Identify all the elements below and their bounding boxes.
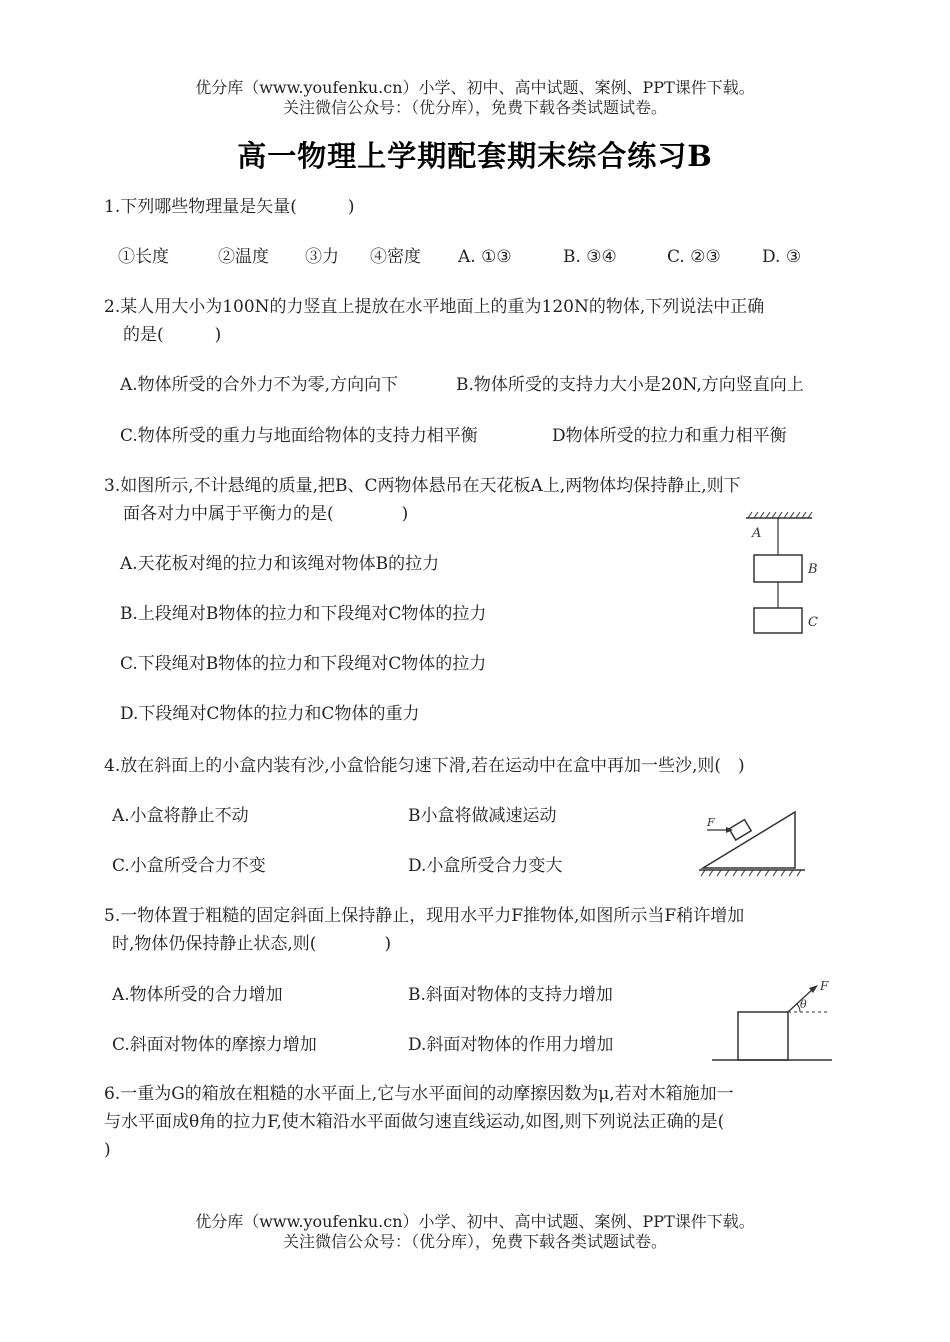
q4-option-b: B小盒将做减速运动 [408, 806, 557, 826]
block-b [754, 555, 802, 582]
box [738, 1012, 788, 1060]
label-a: A [752, 526, 762, 541]
q2-stem-line-1: 2.某人用大小为100N的力竖直上提放在水平地面上的重为120N的物体,下列说法中正确 [104, 297, 765, 317]
q6-stem-line-2: 与水平面成θ角的拉力F,使木箱沿水平面做匀速直线运动,如图,则下列说法正确的是( [104, 1112, 725, 1132]
q1-option-d: D. ③ [762, 247, 802, 267]
label-f: F [707, 816, 715, 829]
label-b: B [808, 562, 818, 577]
q3-option-b: B.上段绳对B物体的拉力和下段绳对C物体的拉力 [120, 604, 487, 624]
q2-option-a: A.物体所受的合外力不为零,方向向下 [120, 375, 399, 395]
q6-stem-line-3: ) [104, 1140, 111, 1160]
q1-item-3: ③力 [305, 247, 339, 267]
q5-option-c: C.斜面对物体的摩擦力增加 [112, 1035, 317, 1055]
q2-option-c: C.物体所受的重力与地面给物体的支持力相平衡 [120, 426, 478, 446]
q1-option-a: A. ①③ [458, 247, 512, 267]
q5-option-a: A.物体所受的合力增加 [112, 985, 283, 1005]
q5-stem-line-1: 5.一物体置于粗糙的固定斜面上保持静止，现用水平力F推物体,如图所示当F稍许增加 [104, 906, 745, 926]
q6-stem-line-1: 6.一重为G的箱放在粗糙的水平面上,它与水平面间的动摩擦因数为μ,若对木箱施加一 [104, 1084, 734, 1104]
q3-stem-line-2: 面各对力中属于平衡力的是( ) [123, 504, 409, 524]
footer-line-1: 优分库（www.youfenku.cn）小学、初中、高中试题、案例、PPT课件下载。 [195, 1212, 755, 1231]
ceiling-hatch [748, 512, 812, 518]
ground-hatch [701, 870, 801, 876]
q1-item-4: ④密度 [370, 247, 421, 267]
page-title: 高一物理上学期配套期末综合练习B [237, 139, 713, 173]
incline [703, 812, 795, 868]
q3-option-c: C.下段绳对B物体的拉力和下段绳对C物体的拉力 [120, 654, 487, 674]
q3-hanging-blocks-figure [740, 510, 830, 640]
q4-stem: 4.放在斜面上的小盒内装有沙,小盒恰能匀速下滑,若在运动中在盒中再加一些沙,则( ) [104, 756, 745, 776]
q5-stem-line-2: 时,物体仍保持静止状态,则( ) [112, 934, 392, 954]
q4-option-d: D.小盒所受合力变大 [408, 856, 563, 876]
q4-option-c: C.小盒所受合力不变 [112, 856, 266, 876]
q3-option-a: A.天花板对绳的拉力和该绳对物体B的拉力 [120, 554, 440, 574]
q2-option-d: D物体所受的拉力和重力相平衡 [552, 426, 787, 446]
label-f: F [820, 979, 829, 993]
q5-option-d: D.斜面对物体的作用力增加 [408, 1035, 614, 1055]
q3-stem-line-1: 3.如图所示,不计悬绳的质量,把B、C两物体悬吊在天花板A上,两物体均保持静止,则下 [104, 476, 741, 496]
label-c: C [808, 615, 818, 630]
q1-stem: 1.下列哪些物理量是矢量( ) [104, 197, 355, 217]
q2-option-b: B.物体所受的支持力大小是20N,方向竖直向上 [456, 375, 804, 395]
footer-line-2: 关注微信公众号：（优分库），免费下载各类试题试卷。 [282, 1232, 667, 1251]
q1-item-2: ②温度 [218, 247, 269, 267]
q1-item-1: ①长度 [118, 247, 169, 267]
header-line-1: 优分库（www.youfenku.cn）小学、初中、高中试题、案例、PPT课件下载。 [195, 78, 755, 97]
q1-option-c: C. ②③ [667, 247, 721, 267]
box-angled-force-figure [710, 978, 835, 1064]
header-line-2: 关注微信公众号：（优分库），免费下载各类试题试卷。 [282, 98, 667, 117]
q5-option-b: B.斜面对物体的支持力增加 [408, 985, 613, 1005]
q3-option-d: D.下段绳对C物体的拉力和C物体的重力 [120, 704, 420, 724]
q1-option-b: B. ③④ [563, 247, 617, 267]
q2-stem-line-2: 的是( ) [123, 325, 222, 345]
q4-incline-figure [695, 808, 810, 878]
block-c [754, 608, 802, 633]
label-theta: θ [800, 998, 807, 1011]
q4-option-a: A.小盒将静止不动 [112, 806, 249, 826]
